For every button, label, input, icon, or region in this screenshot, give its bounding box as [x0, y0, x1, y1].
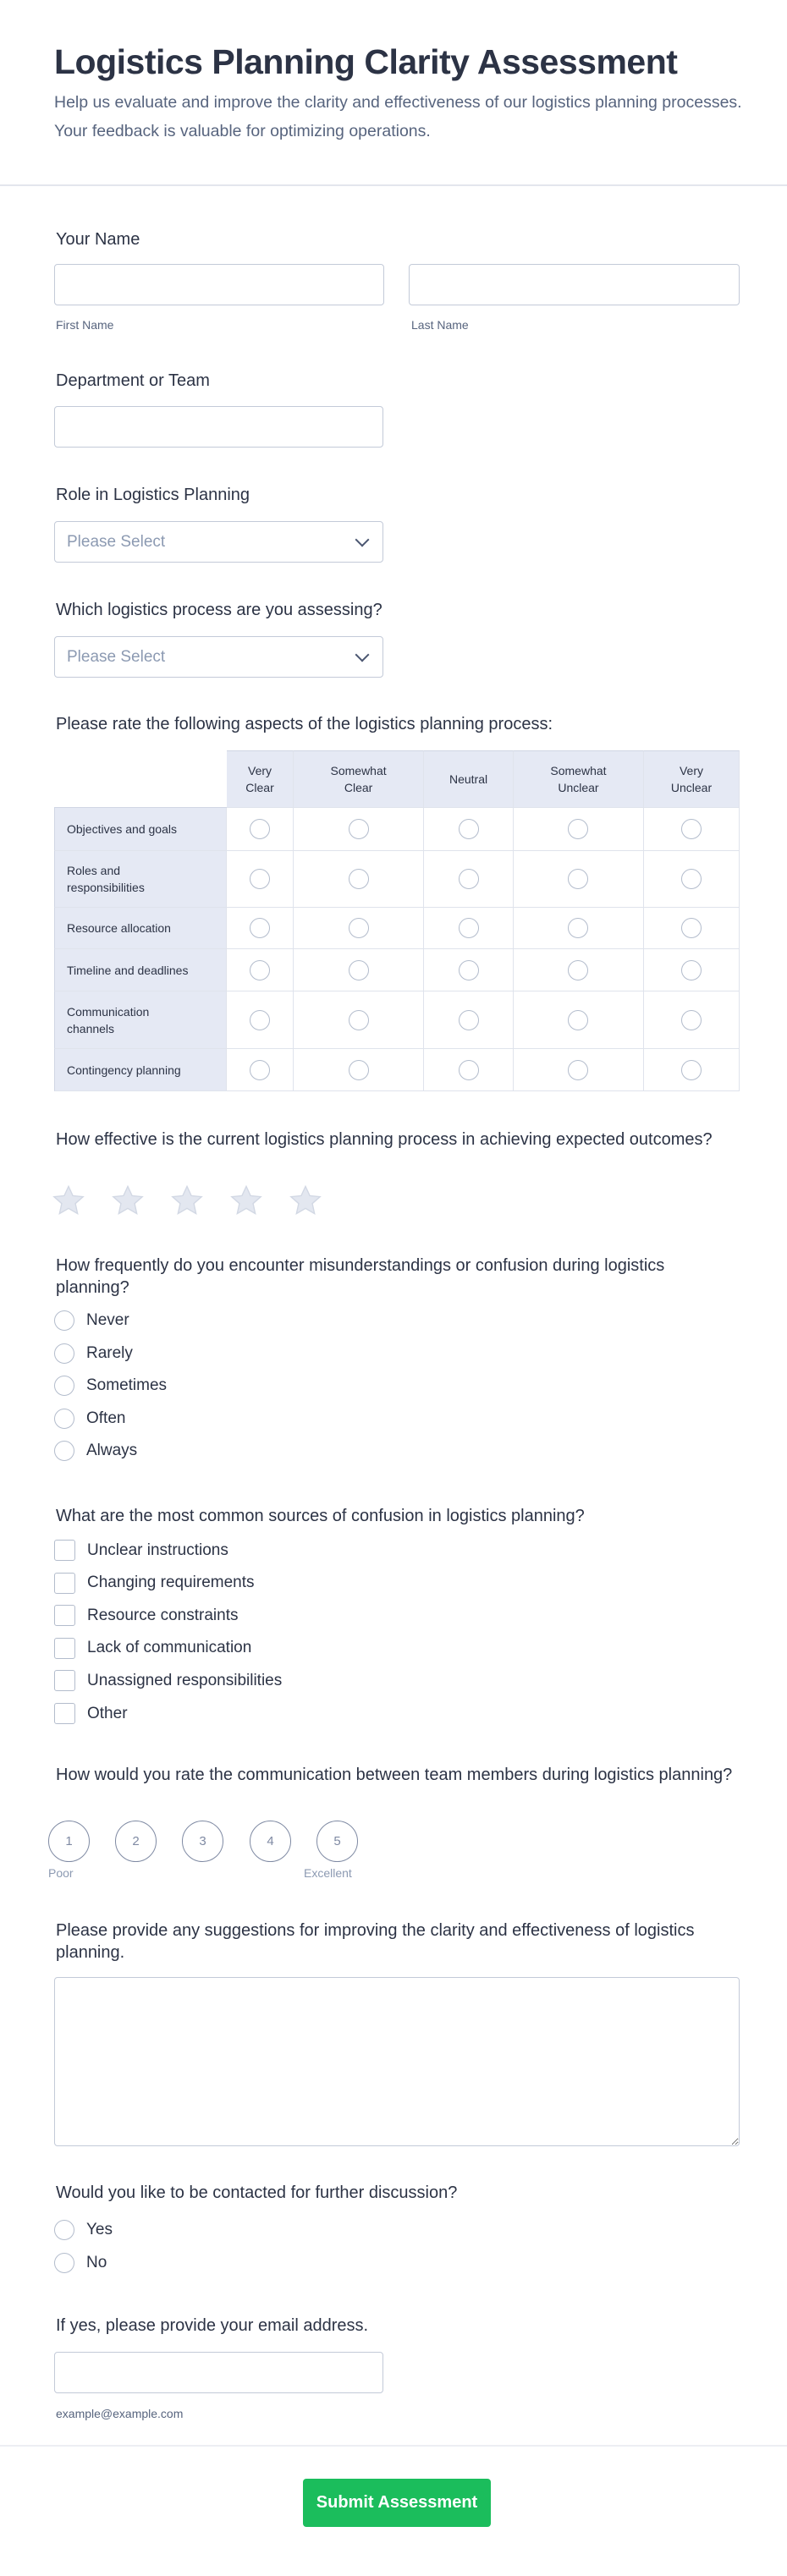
matrix-cell — [644, 949, 740, 991]
matrix-column-header — [514, 750, 644, 808]
frequency-option-label: Sometimes — [86, 1376, 168, 1395]
matrix-cell — [644, 991, 740, 1049]
process-placeholder: Please Select — [67, 647, 166, 666]
contact-option-label: No — [86, 2253, 107, 2271]
matrix-cell — [514, 949, 644, 991]
radio-button[interactable] — [349, 819, 369, 839]
sources-option[interactable] — [54, 1573, 255, 1594]
matrix-cell — [294, 991, 424, 1049]
radio-button[interactable] — [54, 2220, 74, 2240]
column-header-line: Clear — [245, 781, 274, 794]
scale-option-1[interactable]: 1 — [48, 1821, 90, 1862]
scale-high-label: Excellent — [304, 1866, 352, 1880]
matrix-cell — [227, 991, 294, 1049]
radio-button[interactable] — [250, 960, 270, 980]
sources-option-label: Lack of communication — [87, 1639, 252, 1657]
radio-button[interactable] — [681, 819, 702, 839]
page-subtitle: Help us evaluate and improve the clarity and effectiveness of our logistics planning processes. Your feedback is valuable for optimizing operations. — [54, 93, 742, 140]
radio-button[interactable] — [681, 918, 702, 938]
process-label: Which logistics process are you assessing? — [56, 601, 382, 619]
matrix-column-header — [294, 750, 424, 808]
sources-option[interactable] — [54, 1638, 251, 1659]
scale-option-3[interactable]: 3 — [182, 1821, 223, 1862]
matrix-row — [54, 991, 740, 1049]
radio-button[interactable] — [459, 819, 479, 839]
matrix-row — [54, 908, 740, 949]
scale-option-4[interactable]: 4 — [250, 1821, 291, 1862]
email-hint: example@example.com — [56, 2407, 184, 2420]
radio-button[interactable] — [54, 1310, 74, 1331]
department-input[interactable] — [54, 406, 383, 448]
radio-button[interactable] — [250, 869, 270, 889]
matrix-row-label: Objectives and goals — [54, 808, 227, 851]
star-rating — [51, 1183, 323, 1218]
sources-option[interactable] — [54, 1540, 228, 1561]
matrix-corner — [54, 750, 227, 808]
suggestions-label: Please provide any suggestions for improving the clarity and effectiveness of logistics planning. — [56, 1921, 695, 1962]
radio-button[interactable] — [568, 1060, 588, 1080]
radio-button[interactable] — [459, 1060, 479, 1080]
star-icon[interactable] — [228, 1183, 264, 1218]
radio-button[interactable] — [349, 1060, 369, 1080]
radio-button[interactable] — [568, 819, 588, 839]
effectiveness-label: How effective is the current logistics planning process in achieving expected outcomes? — [56, 1130, 713, 1149]
radio-button[interactable] — [54, 1441, 74, 1461]
contact-option-label: Yes — [86, 2221, 113, 2238]
contact-label: Would you like to be contacted for further discussion? — [56, 2183, 458, 2202]
matrix-cell — [294, 908, 424, 949]
matrix-cell — [227, 851, 294, 908]
last-name-input[interactable] — [409, 264, 740, 305]
radio-button[interactable] — [568, 918, 588, 938]
communication-label: How would you rate the communication between team members during logistics planning? — [56, 1766, 733, 1784]
contact-option[interactable] — [54, 2253, 107, 2273]
matrix-row-label: Communication channels — [54, 991, 227, 1049]
matrix-row — [54, 1049, 740, 1091]
radio-button[interactable] — [681, 960, 702, 980]
matrix-row-label: Contingency planning — [54, 1049, 227, 1091]
role-placeholder: Please Select — [67, 532, 166, 551]
matrix-cell — [424, 1049, 514, 1091]
checkbox[interactable] — [54, 1670, 75, 1691]
radio-button[interactable] — [250, 918, 270, 938]
radio-button[interactable] — [568, 869, 588, 889]
frequency-option-label: Rarely — [86, 1343, 133, 1362]
suggestions-textarea[interactable] — [54, 1977, 740, 2146]
matrix-row-label: Resource allocation — [54, 908, 227, 949]
matrix-cell — [644, 808, 740, 851]
contact-option[interactable] — [54, 2220, 113, 2240]
radio-button[interactable] — [349, 1010, 369, 1030]
frequency-option[interactable] — [54, 1343, 133, 1364]
column-header-line: Somewhat — [550, 764, 607, 777]
frequency-label: How frequently do you encounter misunderstandings or confusion during logistics planning? — [56, 1256, 665, 1297]
matrix-row-label: Roles and responsibilities — [54, 851, 227, 908]
radio-button[interactable] — [681, 869, 702, 889]
email-label: If yes, please provide your email address. — [56, 2316, 369, 2335]
column-header-line: Clear — [344, 781, 373, 794]
radio-button[interactable] — [349, 869, 369, 889]
radio-button[interactable] — [250, 1060, 270, 1080]
radio-button[interactable] — [568, 960, 588, 980]
star-icon[interactable] — [110, 1183, 146, 1218]
rating-matrix — [54, 750, 740, 1091]
radio-button[interactable] — [54, 1409, 74, 1429]
matrix-column-header — [227, 750, 294, 808]
radio-button[interactable] — [54, 2253, 74, 2273]
matrix-cell — [514, 1049, 644, 1091]
matrix-cell — [644, 851, 740, 908]
radio-button[interactable] — [681, 1060, 702, 1080]
process-select[interactable] — [54, 636, 383, 678]
frequency-option-label: Never — [86, 1311, 129, 1329]
radio-button[interactable] — [250, 1010, 270, 1030]
radio-button[interactable] — [459, 960, 479, 980]
matrix-row — [54, 851, 740, 908]
matrix-cell — [227, 808, 294, 851]
matrix-cell — [514, 851, 644, 908]
scale-option-2[interactable]: 2 — [115, 1821, 157, 1862]
divider — [0, 184, 787, 186]
matrix-cell — [227, 949, 294, 991]
checkbox[interactable] — [54, 1605, 75, 1626]
sources-option[interactable] — [54, 1605, 238, 1626]
frequency-option[interactable] — [54, 1310, 129, 1331]
column-header-line: Unclear — [670, 781, 713, 794]
star-icon[interactable] — [169, 1183, 205, 1218]
last-name-sublabel: Last Name — [411, 318, 469, 332]
first-name-input[interactable] — [54, 264, 384, 305]
frequency-option-label: Always — [86, 1442, 138, 1460]
page-title: Logistics Planning Clarity Assessment — [54, 42, 678, 81]
star-icon[interactable] — [51, 1183, 86, 1218]
frequency-option[interactable] — [54, 1441, 137, 1461]
checkbox[interactable] — [54, 1540, 75, 1561]
radio-button[interactable] — [54, 1343, 74, 1364]
radio-button[interactable] — [459, 1010, 479, 1030]
matrix-cell — [424, 991, 514, 1049]
matrix-cell — [424, 851, 514, 908]
radio-button[interactable] — [681, 1010, 702, 1030]
chevron-down-icon — [355, 647, 370, 662]
matrix-cell — [227, 1049, 294, 1091]
sources-option-label: Changing requirements — [87, 1574, 255, 1592]
matrix-cell — [294, 1049, 424, 1091]
column-header-line: Neutral — [449, 772, 488, 786]
column-header-line: Very — [248, 764, 272, 777]
scale-option-5[interactable]: 5 — [316, 1821, 358, 1862]
email-input[interactable] — [54, 2352, 383, 2393]
checkbox[interactable] — [54, 1703, 75, 1724]
checkbox[interactable] — [54, 1638, 75, 1659]
chevron-down-icon — [355, 532, 370, 547]
matrix-cell — [227, 908, 294, 949]
radio-button[interactable] — [54, 1376, 74, 1396]
sources-option-label: Other — [87, 1704, 128, 1722]
sources-label: What are the most common sources of confusion in logistics planning? — [56, 1507, 585, 1525]
star-icon[interactable] — [288, 1183, 323, 1218]
radio-button[interactable] — [349, 918, 369, 938]
radio-button[interactable] — [459, 869, 479, 889]
matrix-row — [54, 808, 740, 851]
matrix-cell — [514, 908, 644, 949]
matrix-cell — [294, 949, 424, 991]
sources-option-label: Unassigned responsibilities — [87, 1671, 283, 1689]
frequency-option[interactable] — [54, 1409, 125, 1429]
matrix-cell — [294, 808, 424, 851]
radio-button[interactable] — [459, 918, 479, 938]
sources-option[interactable] — [54, 1703, 128, 1724]
name-label: Your Name — [56, 230, 140, 249]
role-label: Role in Logistics Planning — [56, 486, 250, 504]
scale-low-label: Poor — [48, 1866, 74, 1880]
matrix-cell — [424, 949, 514, 991]
frequency-option[interactable] — [54, 1376, 167, 1396]
matrix-column-header — [644, 750, 740, 808]
department-label: Department or Team — [56, 371, 210, 390]
matrix-cell — [294, 851, 424, 908]
radio-button[interactable] — [250, 819, 270, 839]
radio-button[interactable] — [349, 960, 369, 980]
matrix-column-header — [424, 750, 514, 808]
column-header-line: Somewhat — [330, 764, 387, 777]
matrix-cell — [644, 1049, 740, 1091]
sources-option-label: Unclear instructions — [87, 1541, 228, 1559]
matrix-cell — [514, 808, 644, 851]
matrix-cell — [424, 908, 514, 949]
radio-button[interactable] — [568, 1010, 588, 1030]
matrix-cell — [644, 908, 740, 949]
column-header-line: Unclear — [558, 781, 599, 794]
sources-option[interactable] — [54, 1670, 282, 1691]
matrix-cell — [424, 808, 514, 851]
matrix-row — [54, 949, 740, 991]
role-select[interactable] — [54, 521, 383, 563]
checkbox[interactable] — [54, 1573, 75, 1594]
submit-button[interactable]: Submit Assessment — [303, 2479, 491, 2527]
matrix-row-label: Timeline and deadlines — [54, 949, 227, 991]
column-header-line: Very — [679, 764, 703, 777]
first-name-sublabel: First Name — [56, 318, 114, 332]
sources-option-label: Resource constraints — [87, 1606, 239, 1624]
matrix-label: Please rate the following aspects of the logistics planning process: — [56, 715, 553, 733]
divider — [0, 2445, 787, 2447]
matrix-cell — [514, 991, 644, 1049]
frequency-option-label: Often — [86, 1409, 126, 1427]
